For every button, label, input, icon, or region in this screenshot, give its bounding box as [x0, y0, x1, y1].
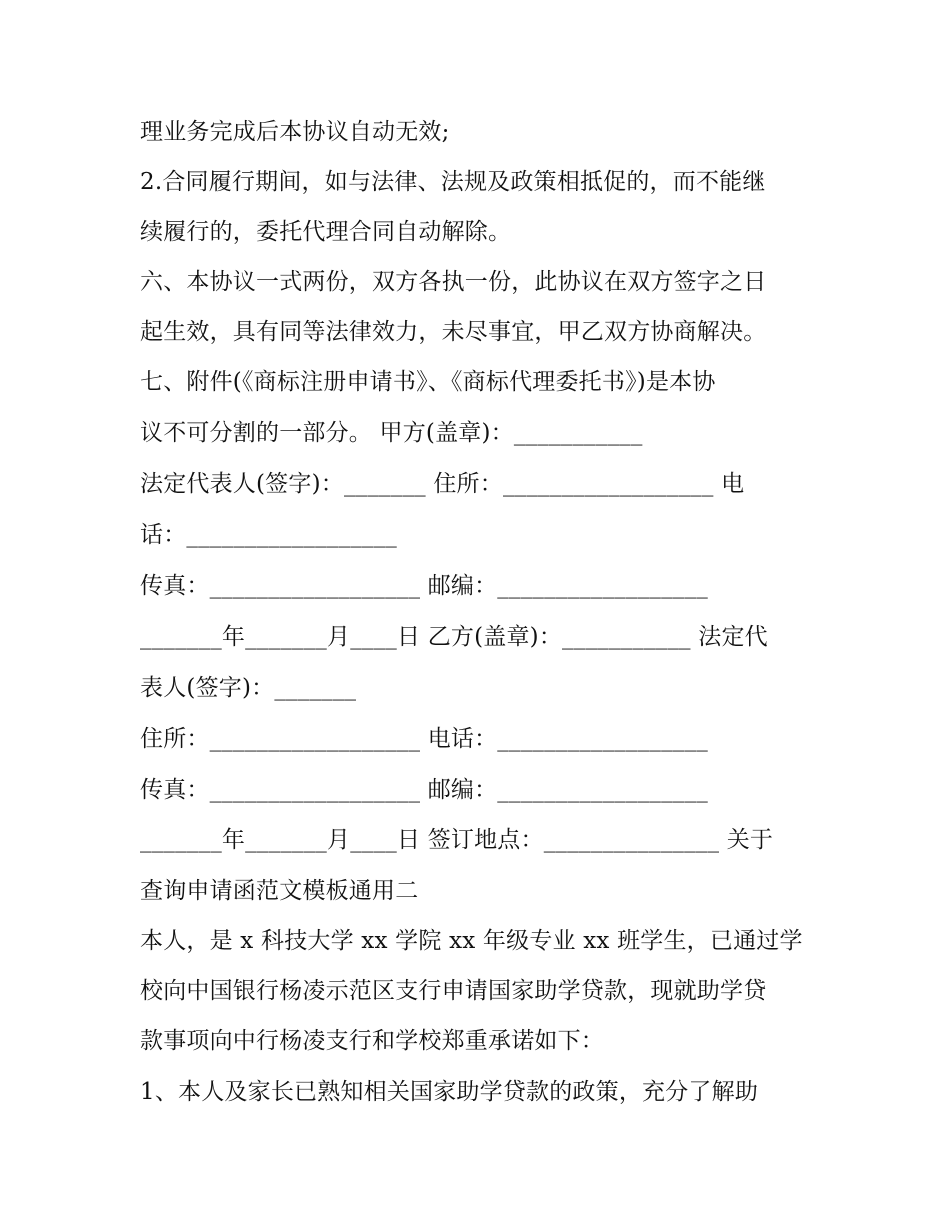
text-line: 校向中国银行杨凌示范区支行申请国家助学贷款，现就助学贷	[140, 978, 767, 1004]
text-line: 起生效，具有同等法律效力，未尽事宜，甲乙双方协商解决。	[140, 319, 767, 345]
text-line: 1、本人及家长已熟知相关国家助学贷款的政策，充分了解助	[140, 1079, 759, 1105]
text-line: 话：__________________	[140, 522, 397, 548]
text-line: 议不可分割的一部分。 甲方(盖章)：___________	[140, 420, 643, 446]
text-line: 法定代表人(签字)：_______ 住所：__________________ 电	[140, 471, 745, 497]
text-line: 传真：__________________ 邮编：__________________	[140, 573, 708, 599]
text-line: 款事项向中行杨凌支行和学校郑重承诺如下：	[140, 1028, 604, 1054]
text-line: 七、附件(《商标注册申请书》、《商标代理委托书》)是本协	[140, 369, 716, 395]
text-line: 住所：__________________ 电话：__________________	[140, 726, 708, 752]
text-line: 六、本协议一式两份，双方各执一份，此协议在双方签字之日	[140, 269, 767, 295]
text-line: 理业务完成后本协议自动无效;	[140, 119, 450, 145]
text-line: _______年_______月____日 签订地点：_______________ 关于	[140, 827, 774, 853]
text-line: 续履行的，委托代理合同自动解除。	[140, 219, 512, 245]
text-line: 表人(签字)：_______	[140, 675, 357, 701]
text-line: 传真：__________________ 邮编：__________________	[140, 777, 708, 803]
text-line: 本人，是 x 科技大学 xx 学院 xx 年级专业 xx 班学生，已通过学	[140, 928, 803, 954]
text-line: _______年_______月____日 乙方(盖章)：___________ 法定代	[140, 624, 768, 650]
text-line: 查询申请函范文模板通用二	[140, 878, 419, 904]
text-line: 2.合同履行期间，如与法律、法规及政策相抵促的，而不能继	[140, 169, 766, 195]
